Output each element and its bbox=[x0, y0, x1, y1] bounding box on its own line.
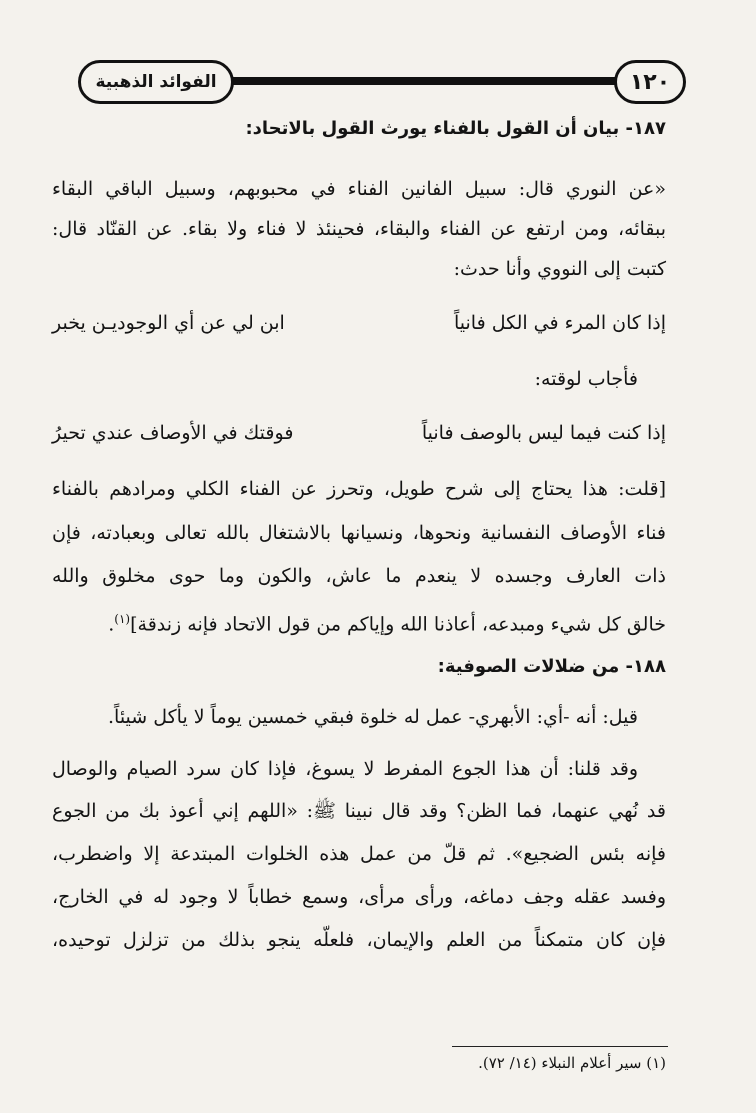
verse-line bbox=[52, 418, 666, 448]
footnote-rule bbox=[452, 1046, 668, 1047]
text-line: قد نُهي عنهما، فما الظن؟ وقد قال نبينا ﷺ: «اللهم إني أعوذ بك من الجوع bbox=[52, 800, 666, 822]
text-line: فإن كان متمكناً من العلم والإيمان، فلعلّه ينجو بذلك من تزلزل توحيده، bbox=[52, 929, 666, 951]
section-heading-187: ١٨٧- بيان أن القول بالفناء يورث القول بالاتحاد: bbox=[245, 118, 666, 139]
page-number: ١٢٠ bbox=[629, 69, 671, 95]
verse-hemistich-second: ابن لي عن أي الوجوديـن يخبر bbox=[52, 312, 285, 334]
book-title-badge bbox=[78, 60, 234, 104]
verse-line bbox=[52, 308, 666, 338]
verse-hemistich-first: إذا كنت فيما ليس بالوصف فانياً bbox=[421, 422, 666, 444]
text-line: «عن النوري قال: سبيل الفانين الفناء في محبوبهم، وسبيل الباقي البقاء bbox=[52, 178, 666, 200]
text-line: وقد قلنا: أن هذا الجوع المفرط لا يسوغ، فإذا كان سرد الصيام والوصال bbox=[52, 758, 638, 780]
text-line: كتبت إلى النووي وأنا حدث: bbox=[453, 258, 666, 280]
page-number-badge bbox=[614, 60, 686, 104]
reply-intro: فأجاب لوقته: bbox=[534, 368, 638, 390]
comment-line bbox=[52, 604, 666, 639]
comment-line: [قلت: هذا يحتاج إلى شرح طويل، وتحرز عن الفناء الكلي ومرادهم بالفناء bbox=[52, 478, 666, 500]
header-rule bbox=[198, 77, 626, 85]
book-title: الفوائد الذهبية bbox=[95, 72, 217, 92]
comment-line: ذات العارف وجسده لا ينعدم ما عاش، والكون وما حوى مخلوق والله bbox=[52, 565, 666, 587]
footnote: (١) سير أعلام النبلاء (١٤/ ٧٢). bbox=[478, 1054, 666, 1072]
verse-hemistich-first: إذا كان المرء في الكل فانياً bbox=[453, 312, 666, 334]
comment-text: خالق كل شيء ومبدعه، أعاذنا الله وإياكم من قول الاتحاد فإنه زندقة] bbox=[130, 613, 666, 636]
page-header bbox=[78, 58, 686, 106]
text-line: قيل: أنه -أي: الأبهري- عمل له خلوة فبقي خمسين يوماً لا يأكل شيئاً. bbox=[107, 706, 638, 728]
verse-hemistich-second: فوقتك في الأوصاف عندي تحيرُ bbox=[52, 422, 294, 444]
end-mark: . bbox=[108, 613, 115, 636]
text-line: فإنه بئس الضجيع». ثم قلّ من عمل هذه الخلوات المبتدعة إلا واضطرب، bbox=[52, 843, 666, 865]
comment-line: فناء الأوصاف النفسانية ونحوها، ونسيانها بالاشتغال بالله تعالى وبعبادته، فإن bbox=[52, 522, 666, 544]
text-line: ببقائه، ومن ارتفع عن الفناء والبقاء، فحينئذ لا فناء ولا بقاء. عن القنّاد قال: bbox=[52, 218, 666, 240]
footnote-marker: (١) bbox=[114, 612, 131, 626]
text-line: وفسد عقله وجف دماغه، ورأى مرأى، وسمع خطاباً لا وجود له في الخارج، bbox=[52, 886, 666, 908]
section-heading-188: ١٨٨- من ضلالات الصوفية: bbox=[437, 656, 666, 677]
